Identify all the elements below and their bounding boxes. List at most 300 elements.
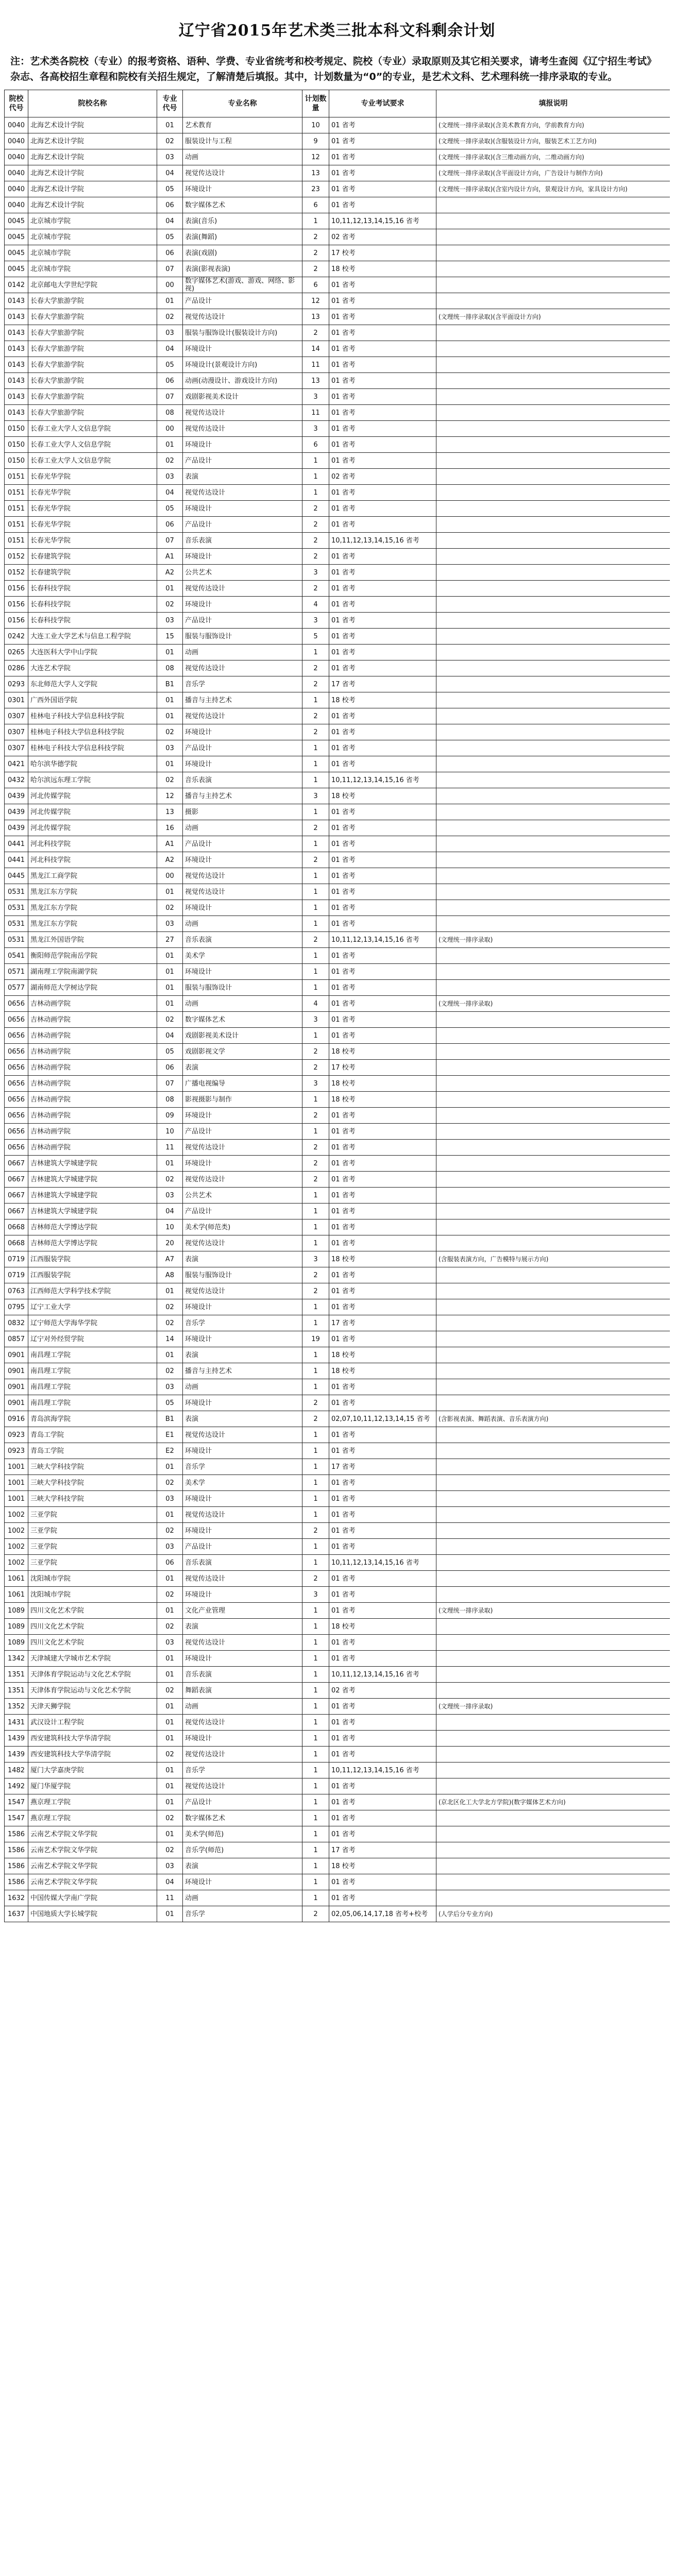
cell-plan-count: 4: [302, 597, 329, 613]
cell-school-code: 0795: [5, 1299, 28, 1315]
cell-plan-count: 1: [302, 1683, 329, 1699]
cell-school-name: 大连艺术学院: [28, 660, 157, 676]
cell-major-code: A2: [157, 565, 183, 581]
cell-plan-count: 1: [302, 1667, 329, 1683]
cell-major-name: 环境设计: [183, 724, 302, 740]
cell-exam-requirement: 17 省考: [329, 1459, 436, 1475]
cell-school-code: 0439: [5, 788, 28, 804]
table-row: [5, 852, 670, 868]
cell-major-code: 01: [157, 692, 183, 708]
cell-notes: (文理统一排序录取)(含三维动画方向，二维动画方向): [436, 149, 670, 165]
table-row: [5, 1028, 670, 1044]
cell-major-name: 艺术教育: [183, 117, 302, 133]
cell-major-code: 02: [157, 1475, 183, 1491]
cell-plan-count: 9: [302, 133, 329, 149]
cell-notes: [436, 1363, 670, 1379]
cell-major-name: 表演: [183, 1060, 302, 1076]
cell-major-name: 表演(舞蹈): [183, 229, 302, 245]
cell-school-code: 0656: [5, 1092, 28, 1108]
table-row: [5, 1219, 670, 1235]
cell-major-code: 06: [157, 1555, 183, 1571]
cell-major-name: 环境设计: [183, 341, 302, 357]
cell-notes: [436, 613, 670, 629]
cell-school-code: 0150: [5, 453, 28, 469]
cell-school-name: 长春光华学院: [28, 485, 157, 501]
cell-plan-count: 10: [302, 117, 329, 133]
cell-plan-count: 1: [302, 804, 329, 820]
cell-major-code: 01: [157, 117, 183, 133]
cell-plan-count: 6: [302, 197, 329, 213]
table-row: [5, 948, 670, 964]
table-row: [5, 1363, 670, 1379]
cell-major-name: 音乐学(师范): [183, 1842, 302, 1858]
cell-major-code: A8: [157, 1267, 183, 1283]
cell-major-name: 动画: [183, 820, 302, 836]
cell-exam-requirement: 01 省考: [329, 1571, 436, 1587]
cell-school-code: 0531: [5, 916, 28, 932]
cell-major-code: 11: [157, 1140, 183, 1156]
cell-exam-requirement: 01 省考: [329, 1124, 436, 1140]
cell-plan-count: 2: [302, 1523, 329, 1539]
cell-major-name: 环境设计: [183, 1331, 302, 1347]
table-row: [5, 1810, 670, 1826]
table-row: [5, 581, 670, 597]
cell-notes: [436, 1539, 670, 1555]
cell-school-name: 南昌理工学院: [28, 1395, 157, 1411]
cell-school-code: 0040: [5, 133, 28, 149]
table-row: [5, 932, 670, 948]
cell-plan-count: 2: [302, 852, 329, 868]
cell-major-code: 01: [157, 1794, 183, 1810]
cell-school-name: 桂林电子科技大学信息科技学院: [28, 740, 157, 756]
table-row: [5, 1539, 670, 1555]
cell-notes: [436, 820, 670, 836]
cell-plan-count: 1: [302, 756, 329, 772]
cell-exam-requirement: 01 省考: [329, 181, 436, 197]
table-row: [5, 453, 670, 469]
cell-exam-requirement: 02 省考: [329, 1683, 436, 1699]
cell-major-name: 环境设计: [183, 1491, 302, 1507]
cell-school-name: 三亚学院: [28, 1507, 157, 1523]
cell-plan-count: 2: [302, 245, 329, 261]
cell-notes: [436, 1395, 670, 1411]
cell-exam-requirement: 01 省考: [329, 1651, 436, 1667]
cell-school-name: 河北传媒学院: [28, 804, 157, 820]
cell-plan-count: 2: [302, 1395, 329, 1411]
cell-school-name: 三亚学院: [28, 1539, 157, 1555]
cell-exam-requirement: 01 省考: [329, 1395, 436, 1411]
table-row: [5, 1491, 670, 1507]
cell-major-code: 11: [157, 1890, 183, 1906]
cell-school-name: 黑龙江东方学院: [28, 916, 157, 932]
cell-school-name: 天津体育学院运动与文化艺术学院: [28, 1667, 157, 1683]
cell-major-name: 表演: [183, 1251, 302, 1267]
cell-major-code: 10: [157, 1124, 183, 1140]
table-row: [5, 1667, 670, 1683]
cell-major-code: 03: [157, 916, 183, 932]
cell-exam-requirement: 01 省考: [329, 804, 436, 820]
cell-plan-count: 2: [302, 820, 329, 836]
cell-notes: [436, 756, 670, 772]
cell-major-code: 01: [157, 1731, 183, 1747]
cell-plan-count: 2: [302, 533, 329, 549]
cell-plan-count: 1: [302, 1204, 329, 1219]
cell-notes: (含影视表演、舞蹈表演、音乐表演方向): [436, 1411, 670, 1427]
cell-school-code: 0668: [5, 1235, 28, 1251]
cell-exam-requirement: 01 省考: [329, 1156, 436, 1172]
table-row: [5, 1379, 670, 1395]
cell-school-code: 0265: [5, 645, 28, 660]
cell-exam-requirement: 01 省考: [329, 1331, 436, 1347]
cell-school-code: 0156: [5, 613, 28, 629]
cell-school-name: 长春大学旅游学院: [28, 341, 157, 357]
cell-exam-requirement: 01 省考: [329, 980, 436, 996]
cell-major-code: 03: [157, 1635, 183, 1651]
cell-major-name: 视觉传达设计: [183, 309, 302, 325]
cell-plan-count: 1: [302, 1794, 329, 1810]
cell-plan-count: 1: [302, 1731, 329, 1747]
cell-major-name: 产品设计: [183, 453, 302, 469]
cell-plan-count: 1: [302, 1858, 329, 1874]
cell-plan-count: 3: [302, 389, 329, 405]
cell-major-code: 16: [157, 820, 183, 836]
cell-school-code: 1351: [5, 1683, 28, 1699]
cell-major-name: 服装与服饰设计: [183, 1267, 302, 1283]
cell-plan-count: 6: [302, 437, 329, 453]
cell-notes: [436, 1762, 670, 1778]
cell-plan-count: 1: [302, 1651, 329, 1667]
cell-school-name: 长春建筑学院: [28, 549, 157, 565]
cell-major-code: 14: [157, 1331, 183, 1347]
cell-major-code: 01: [157, 1762, 183, 1778]
cell-exam-requirement: 10,11,12,13,14,15,16 省考: [329, 213, 436, 229]
table-row: [5, 501, 670, 517]
cell-plan-count: 2: [302, 581, 329, 597]
cell-major-code: A7: [157, 1251, 183, 1267]
cell-notes: [436, 788, 670, 804]
table-row: [5, 1731, 670, 1747]
cell-school-name: 北京城市学院: [28, 229, 157, 245]
cell-exam-requirement: 01 省考: [329, 1299, 436, 1315]
cell-major-name: 环境设计: [183, 501, 302, 517]
cell-exam-requirement: 10,11,12,13,14,15,16 省考: [329, 772, 436, 788]
cell-school-name: 青岛工学院: [28, 1427, 157, 1443]
cell-school-code: 0571: [5, 964, 28, 980]
cell-major-name: 影视摄影与制作: [183, 1092, 302, 1108]
cell-school-code: 0441: [5, 852, 28, 868]
cell-plan-count: 2: [302, 724, 329, 740]
cell-notes: [436, 740, 670, 756]
cell-notes: (京北区化工大学北方学院)(数字媒体艺术方向): [436, 1794, 670, 1810]
cell-school-code: 0901: [5, 1395, 28, 1411]
cell-exam-requirement: 01 省考: [329, 485, 436, 501]
cell-major-name: 环境设计: [183, 1156, 302, 1172]
cell-notes: [436, 517, 670, 533]
cell-major-name: 视觉传达设计: [183, 485, 302, 501]
cell-school-name: 长春大学旅游学院: [28, 325, 157, 341]
cell-school-name: 三亚学院: [28, 1523, 157, 1539]
cell-exam-requirement: 18 校考: [329, 1092, 436, 1108]
table-row: [5, 820, 670, 836]
cell-major-name: 戏剧影视文学: [183, 1044, 302, 1060]
cell-school-name: 北海艺术设计学院: [28, 117, 157, 133]
cell-plan-count: 13: [302, 373, 329, 389]
cell-plan-count: 1: [302, 1347, 329, 1363]
cell-plan-count: 1: [302, 645, 329, 660]
table-row: [5, 229, 670, 245]
table-row: [5, 293, 670, 309]
cell-exam-requirement: 02,07,10,11,12,13,14,15 省考: [329, 1411, 436, 1427]
cell-exam-requirement: 01 省考: [329, 1715, 436, 1731]
cell-school-code: 0719: [5, 1251, 28, 1267]
cell-major-name: 音乐表演: [183, 533, 302, 549]
cell-notes: [436, 1331, 670, 1347]
cell-school-name: 四川文化艺术学院: [28, 1619, 157, 1635]
cell-school-name: 吉林动画学院: [28, 1060, 157, 1076]
cell-exam-requirement: 17 省考: [329, 1315, 436, 1331]
cell-notes: [436, 948, 670, 964]
cell-notes: (文理统一排序录取)(含美术教育方向，学前教育方向): [436, 117, 670, 133]
cell-major-code: 02: [157, 724, 183, 740]
cell-notes: [436, 1491, 670, 1507]
cell-school-name: 三峡大学科技学院: [28, 1475, 157, 1491]
cell-major-name: 音乐学: [183, 1762, 302, 1778]
cell-major-name: 环境设计: [183, 756, 302, 772]
cell-plan-count: 1: [302, 1299, 329, 1315]
cell-school-name: 沈阳城市学院: [28, 1587, 157, 1603]
cell-school-code: 1586: [5, 1874, 28, 1890]
cell-major-code: 08: [157, 1092, 183, 1108]
table-row: [5, 469, 670, 485]
cell-major-code: 03: [157, 149, 183, 165]
cell-major-name: 视觉传达设计: [183, 1778, 302, 1794]
cell-major-code: 07: [157, 1076, 183, 1092]
cell-exam-requirement: 01 省考: [329, 820, 436, 836]
cell-major-code: 02: [157, 1315, 183, 1331]
cell-notes: [436, 421, 670, 437]
cell-school-name: 南昌理工学院: [28, 1347, 157, 1363]
cell-school-name: 北海艺术设计学院: [28, 181, 157, 197]
cell-plan-count: 1: [302, 1810, 329, 1826]
cell-major-code: 03: [157, 1491, 183, 1507]
cell-notes: [436, 277, 670, 293]
cell-major-code: 02: [157, 1363, 183, 1379]
cell-notes: [436, 1076, 670, 1092]
cell-school-code: 0152: [5, 565, 28, 581]
cell-major-code: 01: [157, 996, 183, 1012]
cell-exam-requirement: 01 省考: [329, 197, 436, 213]
cell-exam-requirement: 01 省考: [329, 1523, 436, 1539]
cell-notes: [436, 1858, 670, 1874]
cell-plan-count: 2: [302, 229, 329, 245]
cell-plan-count: 1: [302, 692, 329, 708]
cell-plan-count: 1: [302, 453, 329, 469]
cell-major-code: 04: [157, 1874, 183, 1890]
cell-exam-requirement: 01 省考: [329, 1874, 436, 1890]
cell-plan-count: 1: [302, 948, 329, 964]
cell-school-name: 吉林动画学院: [28, 1028, 157, 1044]
cell-notes: [436, 1715, 670, 1731]
cell-major-code: 02: [157, 1747, 183, 1762]
cell-major-name: 环境设计: [183, 597, 302, 613]
cell-school-name: 长春科技学院: [28, 613, 157, 629]
column-header-major-name: 专业名称: [183, 90, 302, 117]
cell-exam-requirement: 01 省考: [329, 1747, 436, 1762]
cell-exam-requirement: 01 省考: [329, 597, 436, 613]
table-row: [5, 772, 670, 788]
cell-exam-requirement: 01 省考: [329, 517, 436, 533]
cell-school-code: 0541: [5, 948, 28, 964]
cell-plan-count: 12: [302, 149, 329, 165]
cell-plan-count: 1: [302, 1235, 329, 1251]
cell-exam-requirement: 01 省考: [329, 165, 436, 181]
cell-major-code: E2: [157, 1443, 183, 1459]
cell-plan-count: 3: [302, 788, 329, 804]
cell-exam-requirement: 01 省考: [329, 1188, 436, 1204]
cell-notes: [436, 597, 670, 613]
cell-major-name: 美术学: [183, 948, 302, 964]
cell-notes: [436, 1619, 670, 1635]
cell-notes: [436, 629, 670, 645]
cell-major-name: 视觉传达设计: [183, 1140, 302, 1156]
cell-major-name: 音乐表演: [183, 1667, 302, 1683]
cell-major-code: 04: [157, 1028, 183, 1044]
cell-exam-requirement: 01 省考: [329, 1108, 436, 1124]
cell-major-name: 表演: [183, 1858, 302, 1874]
cell-school-code: 0151: [5, 501, 28, 517]
cell-exam-requirement: 01 省考: [329, 149, 436, 165]
cell-exam-requirement: 02 省考: [329, 229, 436, 245]
cell-plan-count: 12: [302, 293, 329, 309]
cell-notes: [436, 980, 670, 996]
cell-school-name: 河北科技学院: [28, 836, 157, 852]
cell-major-name: 公共艺术: [183, 1188, 302, 1204]
cell-notes: [436, 1571, 670, 1587]
cell-school-code: 0151: [5, 533, 28, 549]
table-row: [5, 1858, 670, 1874]
cell-major-name: 表演: [183, 469, 302, 485]
table-row: [5, 1299, 670, 1315]
cell-school-name: 长春大学旅游学院: [28, 405, 157, 421]
cell-school-code: 0531: [5, 932, 28, 948]
cell-school-code: 0151: [5, 469, 28, 485]
cell-school-name: 长春光华学院: [28, 469, 157, 485]
cell-plan-count: 1: [302, 1619, 329, 1635]
cell-school-code: 1632: [5, 1890, 28, 1906]
table-row: [5, 1507, 670, 1523]
cell-exam-requirement: 01 省考: [329, 309, 436, 325]
cell-school-code: 0445: [5, 868, 28, 884]
cell-school-code: 1002: [5, 1507, 28, 1523]
cell-exam-requirement: 17 省考: [329, 676, 436, 692]
cell-notes: [436, 565, 670, 581]
table-row: [5, 1778, 670, 1794]
cell-major-name: 戏剧影视美术设计: [183, 1028, 302, 1044]
table-row: [5, 1619, 670, 1635]
cell-school-name: 北京城市学院: [28, 213, 157, 229]
table-row: [5, 1635, 670, 1651]
cell-school-name: 长春工业大学人文信息学院: [28, 453, 157, 469]
cell-exam-requirement: 01 省考: [329, 996, 436, 1012]
cell-school-name: 北海艺术设计学院: [28, 149, 157, 165]
cell-school-code: 1431: [5, 1715, 28, 1731]
cell-school-code: 0901: [5, 1347, 28, 1363]
cell-notes: [436, 1731, 670, 1747]
cell-major-code: A1: [157, 836, 183, 852]
cell-exam-requirement: 01 省考: [329, 1427, 436, 1443]
cell-school-code: 1352: [5, 1699, 28, 1715]
cell-exam-requirement: 18 校考: [329, 1347, 436, 1363]
cell-school-name: 北海艺术设计学院: [28, 133, 157, 149]
cell-notes: [436, 868, 670, 884]
cell-exam-requirement: 01 省考: [329, 852, 436, 868]
cell-exam-requirement: 01 省考: [329, 1810, 436, 1826]
cell-major-code: 05: [157, 181, 183, 197]
cell-major-name: 视觉传达设计: [183, 581, 302, 597]
table-row: [5, 724, 670, 740]
cell-school-code: 1061: [5, 1571, 28, 1587]
table-row: [5, 1267, 670, 1283]
cell-major-name: 广播电视编导: [183, 1076, 302, 1092]
cell-exam-requirement: 17 省考: [329, 1842, 436, 1858]
cell-school-code: 0045: [5, 213, 28, 229]
table-row: [5, 485, 670, 501]
cell-plan-count: 2: [302, 1140, 329, 1156]
cell-notes: [436, 1347, 670, 1363]
cell-major-name: 动画: [183, 1699, 302, 1715]
cell-school-code: 0040: [5, 117, 28, 133]
cell-school-name: 吉林动画学院: [28, 1124, 157, 1140]
cell-plan-count: 1: [302, 740, 329, 756]
cell-exam-requirement: 10,11,12,13,14,15,16 省考: [329, 1555, 436, 1571]
cell-school-name: 黑龙江东方学院: [28, 900, 157, 916]
cell-school-code: 0152: [5, 549, 28, 565]
cell-school-code: 0286: [5, 660, 28, 676]
cell-major-code: 06: [157, 197, 183, 213]
cell-school-name: 三亚学院: [28, 1555, 157, 1571]
cell-exam-requirement: 01 省考: [329, 629, 436, 645]
cell-major-name: 产品设计: [183, 1204, 302, 1219]
cell-plan-count: 1: [302, 1219, 329, 1235]
cell-school-code: 0143: [5, 293, 28, 309]
cell-major-code: 01: [157, 437, 183, 453]
cell-major-code: 01: [157, 1603, 183, 1619]
cell-plan-count: 2: [302, 261, 329, 277]
cell-notes: [436, 645, 670, 660]
cell-major-name: 环境设计: [183, 852, 302, 868]
cell-notes: (文理统一排序录取): [436, 932, 670, 948]
table-row: [5, 1204, 670, 1219]
table-row: [5, 868, 670, 884]
cell-major-name: 音乐学: [183, 1459, 302, 1475]
cell-notes: [436, 676, 670, 692]
cell-exam-requirement: 01 省考: [329, 884, 436, 900]
cell-plan-count: 4: [302, 996, 329, 1012]
cell-major-code: 04: [157, 485, 183, 501]
cell-exam-requirement: 01 省考: [329, 900, 436, 916]
table-row: [5, 549, 670, 565]
cell-major-code: 05: [157, 1395, 183, 1411]
cell-school-name: 黑龙江工商学院: [28, 868, 157, 884]
cell-exam-requirement: 01 省考: [329, 1826, 436, 1842]
cell-exam-requirement: 01 省考: [329, 1491, 436, 1507]
cell-school-name: 湖南师范大学树达学院: [28, 980, 157, 996]
cell-plan-count: 2: [302, 1267, 329, 1283]
cell-school-name: 长春大学旅游学院: [28, 309, 157, 325]
document-page: [4, 0, 670, 2576]
cell-school-name: 河北科技学院: [28, 852, 157, 868]
cell-major-name: 环境设计: [183, 964, 302, 980]
